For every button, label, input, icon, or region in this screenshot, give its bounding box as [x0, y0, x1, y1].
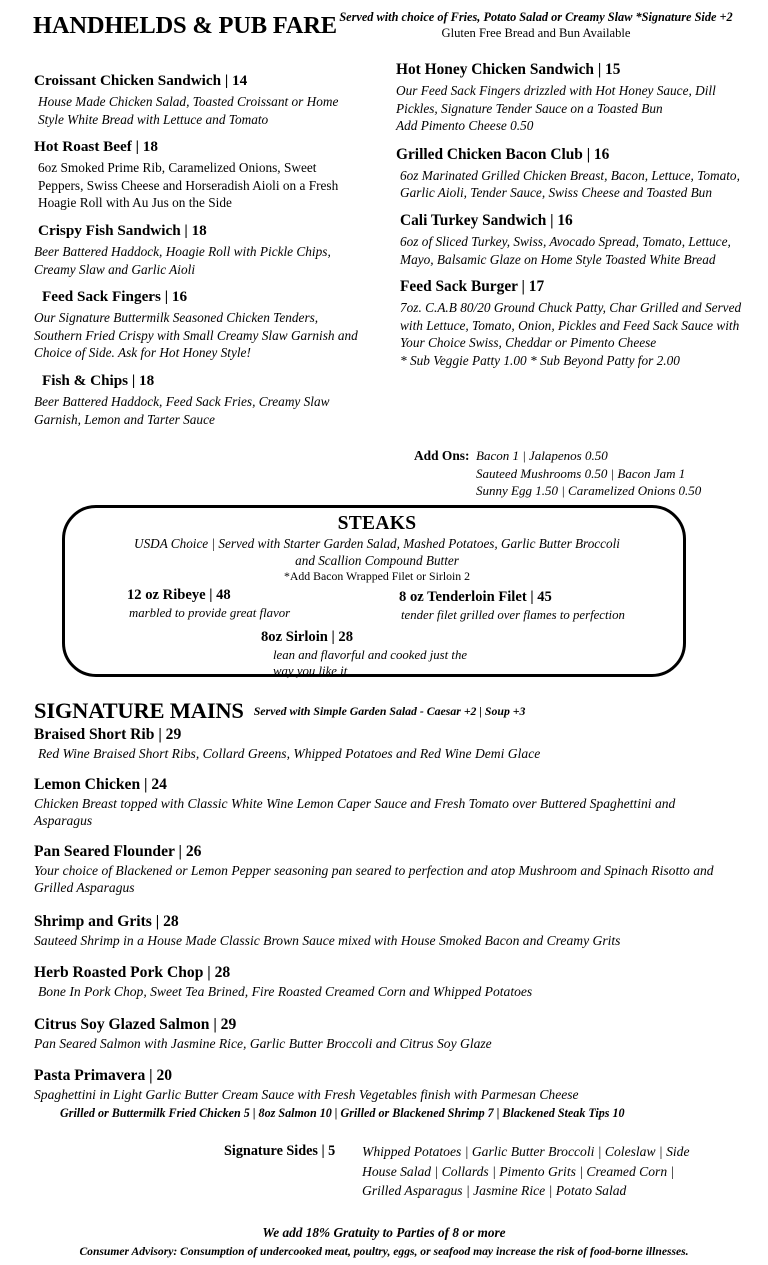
signature-sides-line: House Salad | Collards | Pimento Grits | Creamed Corn | [362, 1163, 675, 1179]
item-description: Your choice of Blackened or Lemon Pepper seasoning pan seared to perfection and atop Mushroom and Spinach Risotto and Grilled Asparagus [34, 862, 714, 895]
menu-item-citrus-soy-glazed-salmon [34, 1014, 734, 1053]
item-name: Hot Roast Beef | 18 [34, 138, 158, 156]
item-name: Crispy Fish Sandwich | 18 [38, 221, 207, 239]
handhelds-right-column [396, 60, 746, 372]
item-name: Fish & Chips | 18 [42, 371, 155, 389]
item-description: 6oz of Sliced Turkey, Swiss, Avocado Spread, Tomato, Lettuce, Mayo, Balsamic Glaze on Home Style Toasted White Bread [400, 233, 731, 267]
item-description: lean and flavorful and cooked just the way you like it [273, 648, 468, 678]
handhelds-note-line-1: Served with choice of Fries, Potato Salad or Creamy Slaw *Signature Side +2 [339, 10, 733, 24]
menu-item-cali-turkey-sandwich [396, 211, 746, 268]
item-description: Bone In Pork Chop, Sweet Tea Brined, Fire Roasted Creamed Corn and Whipped Potatoes [38, 984, 533, 999]
menu-item-hot-roast-beef [34, 137, 364, 212]
pasta-protein-addons: Grilled or Buttermilk Fried Chicken 5 | 8oz Salmon 10 | Grilled or Blackened Shrimp 7 | Blackened Steak Tips 10 [60, 1105, 625, 1120]
item-name: Lemon Chicken | 24 [34, 775, 167, 793]
add-ons-line: Sunny Egg 1.50 | Caramelized Onions 0.50 [476, 483, 702, 498]
menu-item-lemon-chicken [34, 774, 734, 830]
item-name: Pasta Primavera | 20 [34, 1067, 173, 1084]
item-name: 12 oz Ribeye | 48 [127, 587, 231, 603]
item-description: Beer Battered Haddock, Feed Sack Fries, Creamy Slaw Garnish, Lemon and Tarter Sauce [34, 393, 330, 427]
item-description: Sauteed Shrimp in a House Made Classic Brown Sauce mixed with House Smoked Bacon and Creamy Grits [34, 932, 621, 948]
item-description: Red Wine Braised Short Ribs, Collard Greens, Whipped Potatoes and Red Wine Demi Glace [38, 746, 541, 761]
item-name: Feed Sack Burger | 17 [400, 278, 545, 296]
signature-sides-line: Grilled Asparagus | Jasmine Rice | Potato Salad [362, 1183, 627, 1198]
add-ons-lines [476, 447, 764, 500]
signature-sides-list [362, 1142, 744, 1201]
signature-sides-block [224, 1142, 744, 1201]
item-name: Shrimp and Grits | 28 [34, 912, 179, 930]
item-extra: * Sub Veggie Patty 1.00 * Sub Beyond Patty for 2.00 [400, 352, 680, 368]
item-description: marbled to provide great flavor [129, 606, 291, 620]
signature-mains-header [34, 698, 525, 724]
item-description: Our Feed Sack Fingers drizzled with Hot Honey Sauce, Dill Pickles, Signature Tender Sauce on a Toasted Bun [396, 83, 716, 116]
menu-item-grilled-chicken-bacon-club [396, 145, 746, 202]
item-name: Hot Honey Chicken Sandwich | 15 [396, 61, 621, 78]
item-description: Spaghettini in Light Garlic Butter Cream Sauce with Fresh Vegetables finish with Parmesan Cheese [34, 1087, 579, 1102]
item-name: Herb Roasted Pork Chop | 28 [34, 964, 231, 981]
menu-footer [0, 1224, 768, 1260]
item-name: Cali Turkey Sandwich | 16 [400, 211, 573, 229]
page-title-handhelds: HANDHELDS & PUB FARE [33, 12, 337, 39]
item-name: 8 oz Tenderloin Filet | 45 [399, 589, 552, 605]
item-name: Pan Seared Flounder | 26 [34, 842, 202, 860]
item-name: Braised Short Rib | 29 [34, 726, 182, 743]
add-ons-line: Sauteed Mushrooms 0.50 | Bacon Jam 1 [476, 465, 686, 481]
item-description: Beer Battered Haddock, Hoagie Roll with Pickle Chips, Creamy Slaw and Garlic Aioli [34, 243, 331, 277]
item-description: Our Signature Buttermilk Seasoned Chicken Tenders, Southern Fried Crispy with Small Creamy Slaw Garnish and Choice of Side. Ask for Hot Honey Style! [34, 310, 358, 361]
steaks-section-box [62, 505, 686, 677]
signature-sides-label: Signature Sides | 5 [224, 1143, 336, 1159]
menu-item-feed-sack-burger [396, 277, 746, 369]
add-ons-label: Add Ons: [414, 448, 470, 463]
section-title-signature-mains: SIGNATURE MAINS [34, 698, 244, 723]
item-description: 6oz Marinated Grilled Chicken Breast, Bacon, Lettuce, Tomato, Garlic Aioli, Tender Sauce, Swiss Cheese and Toasted Bun [400, 167, 740, 201]
steaks-title: STEAKS [337, 513, 417, 534]
item-description: House Made Chicken Salad, Toasted Croissant or Home Style White Bread with Lettuce and Tomato [38, 94, 339, 127]
menu-item-fish-and-chips [34, 371, 364, 428]
item-description: tender filet grilled over flames to perfection [401, 608, 625, 622]
item-name: Feed Sack Fingers | 16 [42, 288, 188, 306]
steaks-subtitle-secondary: *Add Bacon Wrapped Filet or Sirloin 2 [283, 569, 471, 583]
signature-mains-note: Served with Simple Garden Salad - Caesar +2 | Soup +3 [253, 704, 526, 718]
consumer-advisory: Consumer Advisory: Consumption of undercooked meat, poultry, eggs, or seafood may increase the risk of food-borne illnesses. [79, 1245, 689, 1258]
item-name: Croissant Chicken Sandwich | 14 [34, 72, 248, 89]
menu-item-croissant-chicken-sandwich [34, 71, 364, 128]
menu-item-shrimp-and-grits [34, 911, 734, 950]
item-name: Grilled Chicken Bacon Club | 16 [396, 145, 610, 163]
item-description: 7oz. C.A.B 80/20 Ground Chuck Patty, Char Grilled and Served with Lettuce, Tomato, Onion, Pickles and Feed Sack Sauce with Your Choice Swiss, Cheddar or Pimento Cheese [400, 300, 742, 351]
handhelds-header-note [312, 9, 760, 41]
menu-item-braised-short-rib [34, 724, 734, 763]
signature-mains-list [34, 724, 734, 1121]
menu-item-8oz-tenderloin-filet [399, 588, 625, 623]
signature-sides-line: Whipped Potatoes | Garlic Butter Broccoli | Coleslaw | Side [362, 1144, 690, 1159]
item-extra: Add Pimento Cheese 0.50 [396, 118, 534, 134]
item-name: 8oz Sirloin | 28 [261, 629, 353, 645]
menu-item-pasta-primavera [34, 1065, 734, 1121]
item-description: Pan Seared Salmon with Jasmine Rice, Garlic Butter Broccoli and Citrus Soy Glaze [34, 1035, 492, 1051]
item-description: Chicken Breast topped with Classic White Wine Lemon Caper Sauce and Fresh Tomato over Buttered Spaghettini and Asparagus [34, 795, 676, 828]
add-ons-line: Bacon 1 | Jalapenos 0.50 [476, 448, 608, 463]
menu-item-herb-roasted-pork-chop [34, 962, 734, 1001]
menu-item-crispy-fish-sandwich [34, 221, 364, 278]
menu-item-12oz-ribeye [127, 586, 290, 621]
add-ons-block [414, 447, 764, 500]
item-description: 6oz Smoked Prime Rib, Caramelized Onions, Sweet Peppers, Swiss Cheese and Horseradish Aioli on a Fresh Hoagie Roll with Au Jus on the Side [38, 160, 339, 211]
handhelds-left-column [34, 62, 364, 430]
steaks-subtitle: USDA Choice | Served with Starter Garden Salad, Mashed Potatoes, Garlic Butter Broccoli and Scallion Compound Butter [134, 536, 620, 568]
item-name: Citrus Soy Glazed Salmon | 29 [34, 1015, 237, 1033]
handhelds-note-line-2: Gluten Free Bread and Bun Available [441, 26, 631, 40]
menu-item-pan-seared-flounder [34, 841, 734, 897]
menu-item-8oz-sirloin [261, 628, 473, 679]
gratuity-notice: We add 18% Gratuity to Parties of 8 or more [262, 1225, 506, 1240]
menu-item-hot-honey-chicken-sandwich [396, 60, 746, 135]
menu-item-feed-sack-fingers [34, 287, 364, 362]
